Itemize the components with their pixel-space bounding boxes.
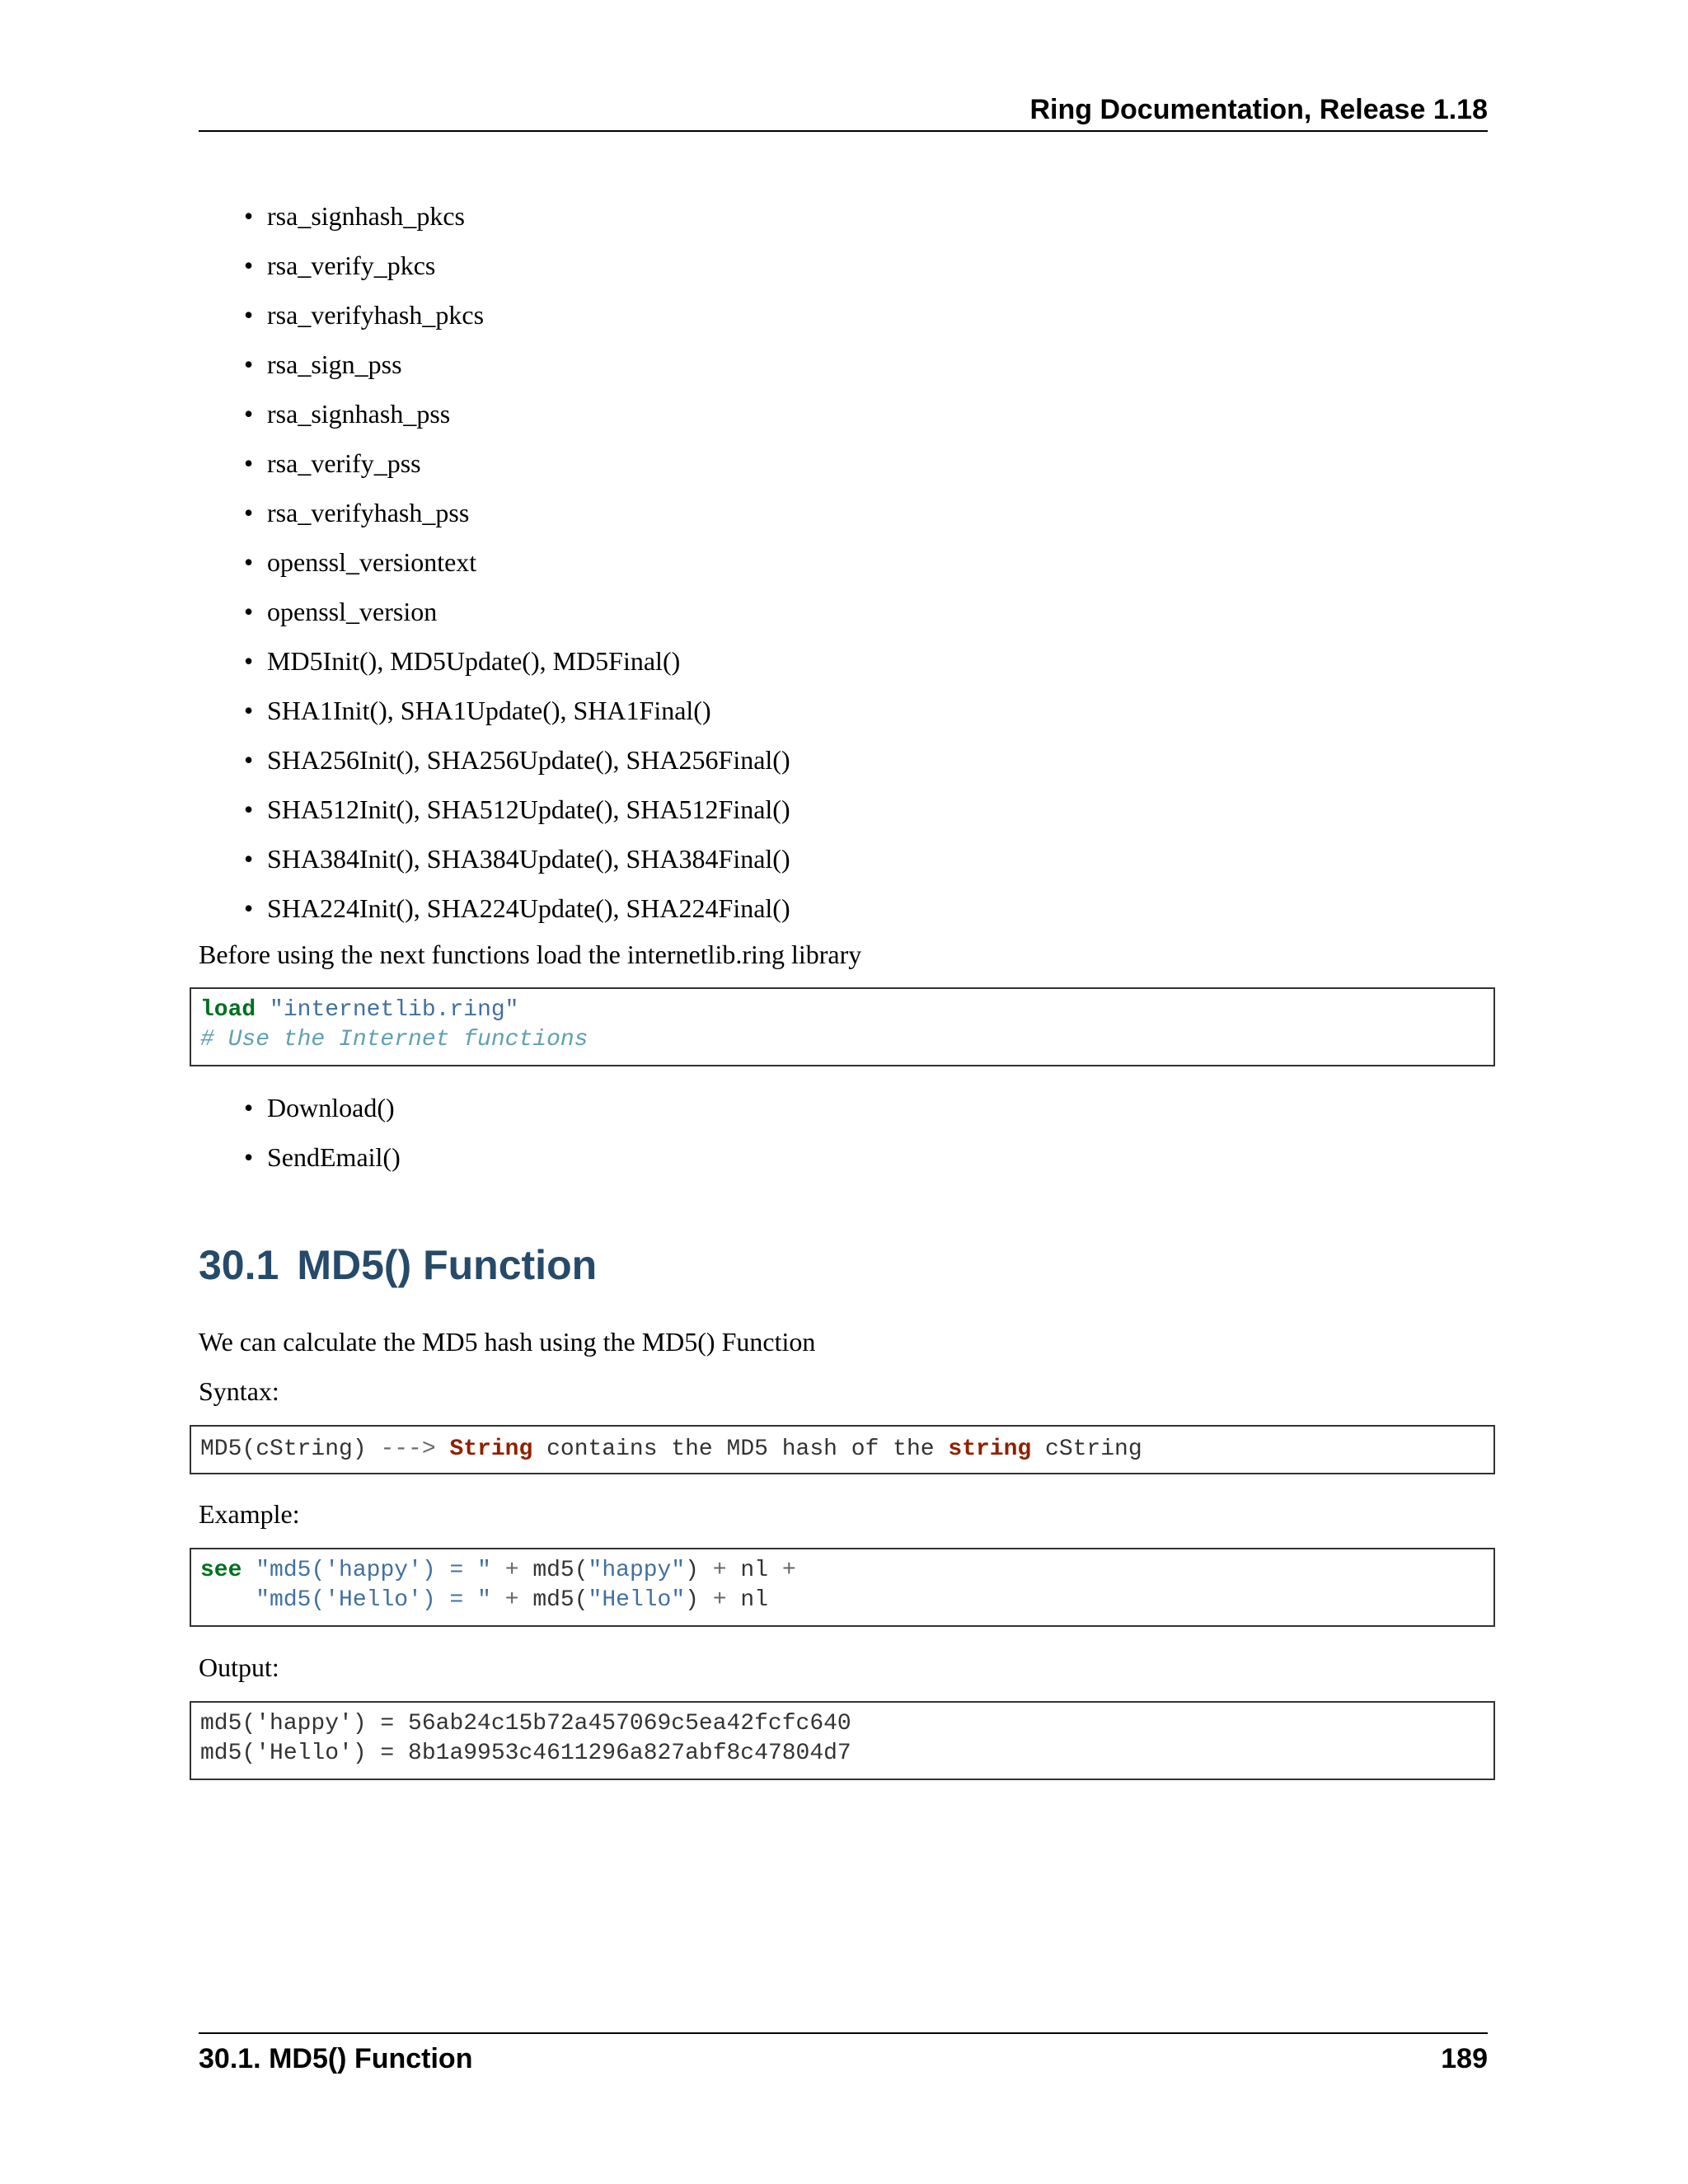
bullet-icon: •: [244, 201, 254, 231]
list-item-text: SHA384Init(), SHA384Update(), SHA384Final(): [267, 844, 790, 874]
code-block-syntax: [190, 1425, 1495, 1474]
list-item-text: SHA1Init(), SHA1Update(), SHA1Final(): [267, 696, 711, 725]
code-function-call: md5(: [532, 1587, 588, 1613]
code-identifier: nl: [740, 1558, 769, 1583]
code-string: "Hello": [588, 1587, 686, 1613]
bullet-icon: •: [244, 646, 254, 676]
bullet-icon: •: [244, 1093, 254, 1122]
bullet-icon: •: [244, 893, 254, 923]
example-label: Example:: [199, 1499, 300, 1529]
syntax-label: Syntax:: [199, 1376, 279, 1406]
code-string: "md5('Hello') = ": [256, 1587, 491, 1613]
list-item-text: SendEmail(): [267, 1142, 401, 1172]
bullet-icon: •: [244, 597, 254, 626]
code-comment: # Use the Internet functions: [200, 1027, 588, 1052]
list-item: [199, 191, 790, 241]
code-operator: +: [712, 1587, 727, 1613]
list-item: [199, 785, 790, 834]
list-item-text: rsa_verifyhash_pkcs: [267, 300, 485, 330]
list-item-text: rsa_sign_pss: [267, 349, 402, 379]
list-item-text: SHA512Init(), SHA512Update(), SHA512Final(): [267, 794, 790, 824]
list-item-text: rsa_verify_pss: [267, 448, 421, 478]
list-item-text: MD5Init(), MD5Update(), MD5Final(): [267, 646, 681, 676]
bullet-icon: •: [244, 745, 254, 775]
list-item: [199, 834, 790, 883]
code-operator: +: [781, 1558, 796, 1583]
list-item: [199, 587, 790, 636]
code-string: "md5('happy') = ": [256, 1558, 491, 1583]
page-number: 189: [1441, 2043, 1488, 2074]
syntax-part3: cString: [1031, 1436, 1142, 1462]
list-item-text: rsa_signhash_pss: [267, 399, 451, 429]
bullet-icon: •: [244, 300, 254, 330]
list-item-text: SHA224Init(), SHA224Update(), SHA224Final(): [267, 893, 790, 923]
code-paren: ): [685, 1587, 699, 1613]
list-item: [199, 488, 790, 537]
bullet-icon: •: [244, 399, 254, 429]
list-item-text: rsa_signhash_pkcs: [267, 201, 465, 231]
page-footer: [199, 2032, 1488, 2083]
section-title-text: MD5() Function: [297, 1242, 598, 1288]
bullet-icon: •: [244, 794, 254, 824]
code-block-output: [190, 1701, 1495, 1780]
bullet-icon: •: [244, 696, 254, 725]
section-number: 30.1: [199, 1242, 279, 1288]
syntax-arrow: --->: [380, 1436, 436, 1462]
list-item-text: rsa_verifyhash_pss: [267, 498, 470, 527]
internetlib-paragraph: Before using the next functions load the internetlib.ring library: [199, 940, 862, 969]
syntax-keyword-string: String: [449, 1436, 533, 1462]
document-page: [199, 0, 1488, 2184]
code-operator: +: [504, 1558, 519, 1583]
code-string-lib: "internetlib.ring": [270, 997, 519, 1023]
list-item-text: openssl_versiontext: [267, 547, 477, 577]
list-item-text: openssl_version: [267, 597, 438, 626]
syntax-part2: contains the MD5 hash of the: [532, 1436, 949, 1462]
syntax-space: [436, 1436, 450, 1462]
page-header: [199, 89, 1488, 132]
bullet-icon: •: [244, 1142, 254, 1172]
syntax-part1: MD5(cString): [200, 1436, 381, 1462]
code-identifier: nl: [740, 1587, 769, 1613]
code-block-internetlib: [190, 987, 1495, 1066]
syntax-keyword-string-lower: string: [948, 1436, 1032, 1462]
bullet-icon: •: [244, 448, 254, 478]
code-paren: ): [685, 1558, 699, 1583]
code-string: "happy": [588, 1558, 686, 1583]
output-label: Output:: [199, 1652, 279, 1682]
code-operator: +: [504, 1587, 519, 1613]
code-function-call: md5(: [532, 1558, 588, 1583]
list-item: [199, 290, 790, 340]
list-item: [199, 1132, 401, 1182]
code-keyword-see: see: [200, 1558, 242, 1583]
code-block-example: [190, 1548, 1495, 1627]
list-item: [199, 438, 790, 488]
list-item: [199, 389, 790, 438]
intro-paragraph: We can calculate the MD5 hash using the MD5() Function: [199, 1327, 816, 1357]
list-item-text: SHA256Init(), SHA256Update(), SHA256Final(): [267, 745, 790, 775]
section-heading: [199, 1236, 597, 1294]
bullet-icon: •: [244, 844, 254, 874]
bullet-icon: •: [244, 349, 254, 379]
code-operator: +: [712, 1558, 727, 1583]
bullet-icon: •: [244, 251, 254, 280]
code-keyword-load: load: [200, 997, 256, 1023]
list-item-text: Download(): [267, 1093, 395, 1122]
output-line-2: md5('Hello') = 8b1a9953c4611296a827abf8c47804d7: [200, 1741, 851, 1766]
list-item: [199, 1083, 401, 1132]
bullet-icon: •: [244, 547, 254, 577]
list-item: [199, 686, 790, 735]
list-item: [199, 636, 790, 686]
list-item-text: rsa_verify_pkcs: [267, 251, 436, 280]
output-line-1: md5('happy') = 56ab24c15b72a457069c5ea42fcfc640: [200, 1711, 851, 1736]
list-item: [199, 537, 790, 587]
footer-section-title: 30.1. MD5() Function: [199, 2043, 473, 2074]
list-item: [199, 340, 790, 389]
internet-function-list: [199, 1083, 401, 1182]
list-item: [199, 735, 790, 785]
list-item: [199, 241, 790, 290]
bullet-icon: •: [244, 498, 254, 527]
list-item: [199, 883, 790, 933]
function-list: [199, 191, 790, 933]
header-title: Ring Documentation, Release 1.18: [1029, 94, 1488, 125]
